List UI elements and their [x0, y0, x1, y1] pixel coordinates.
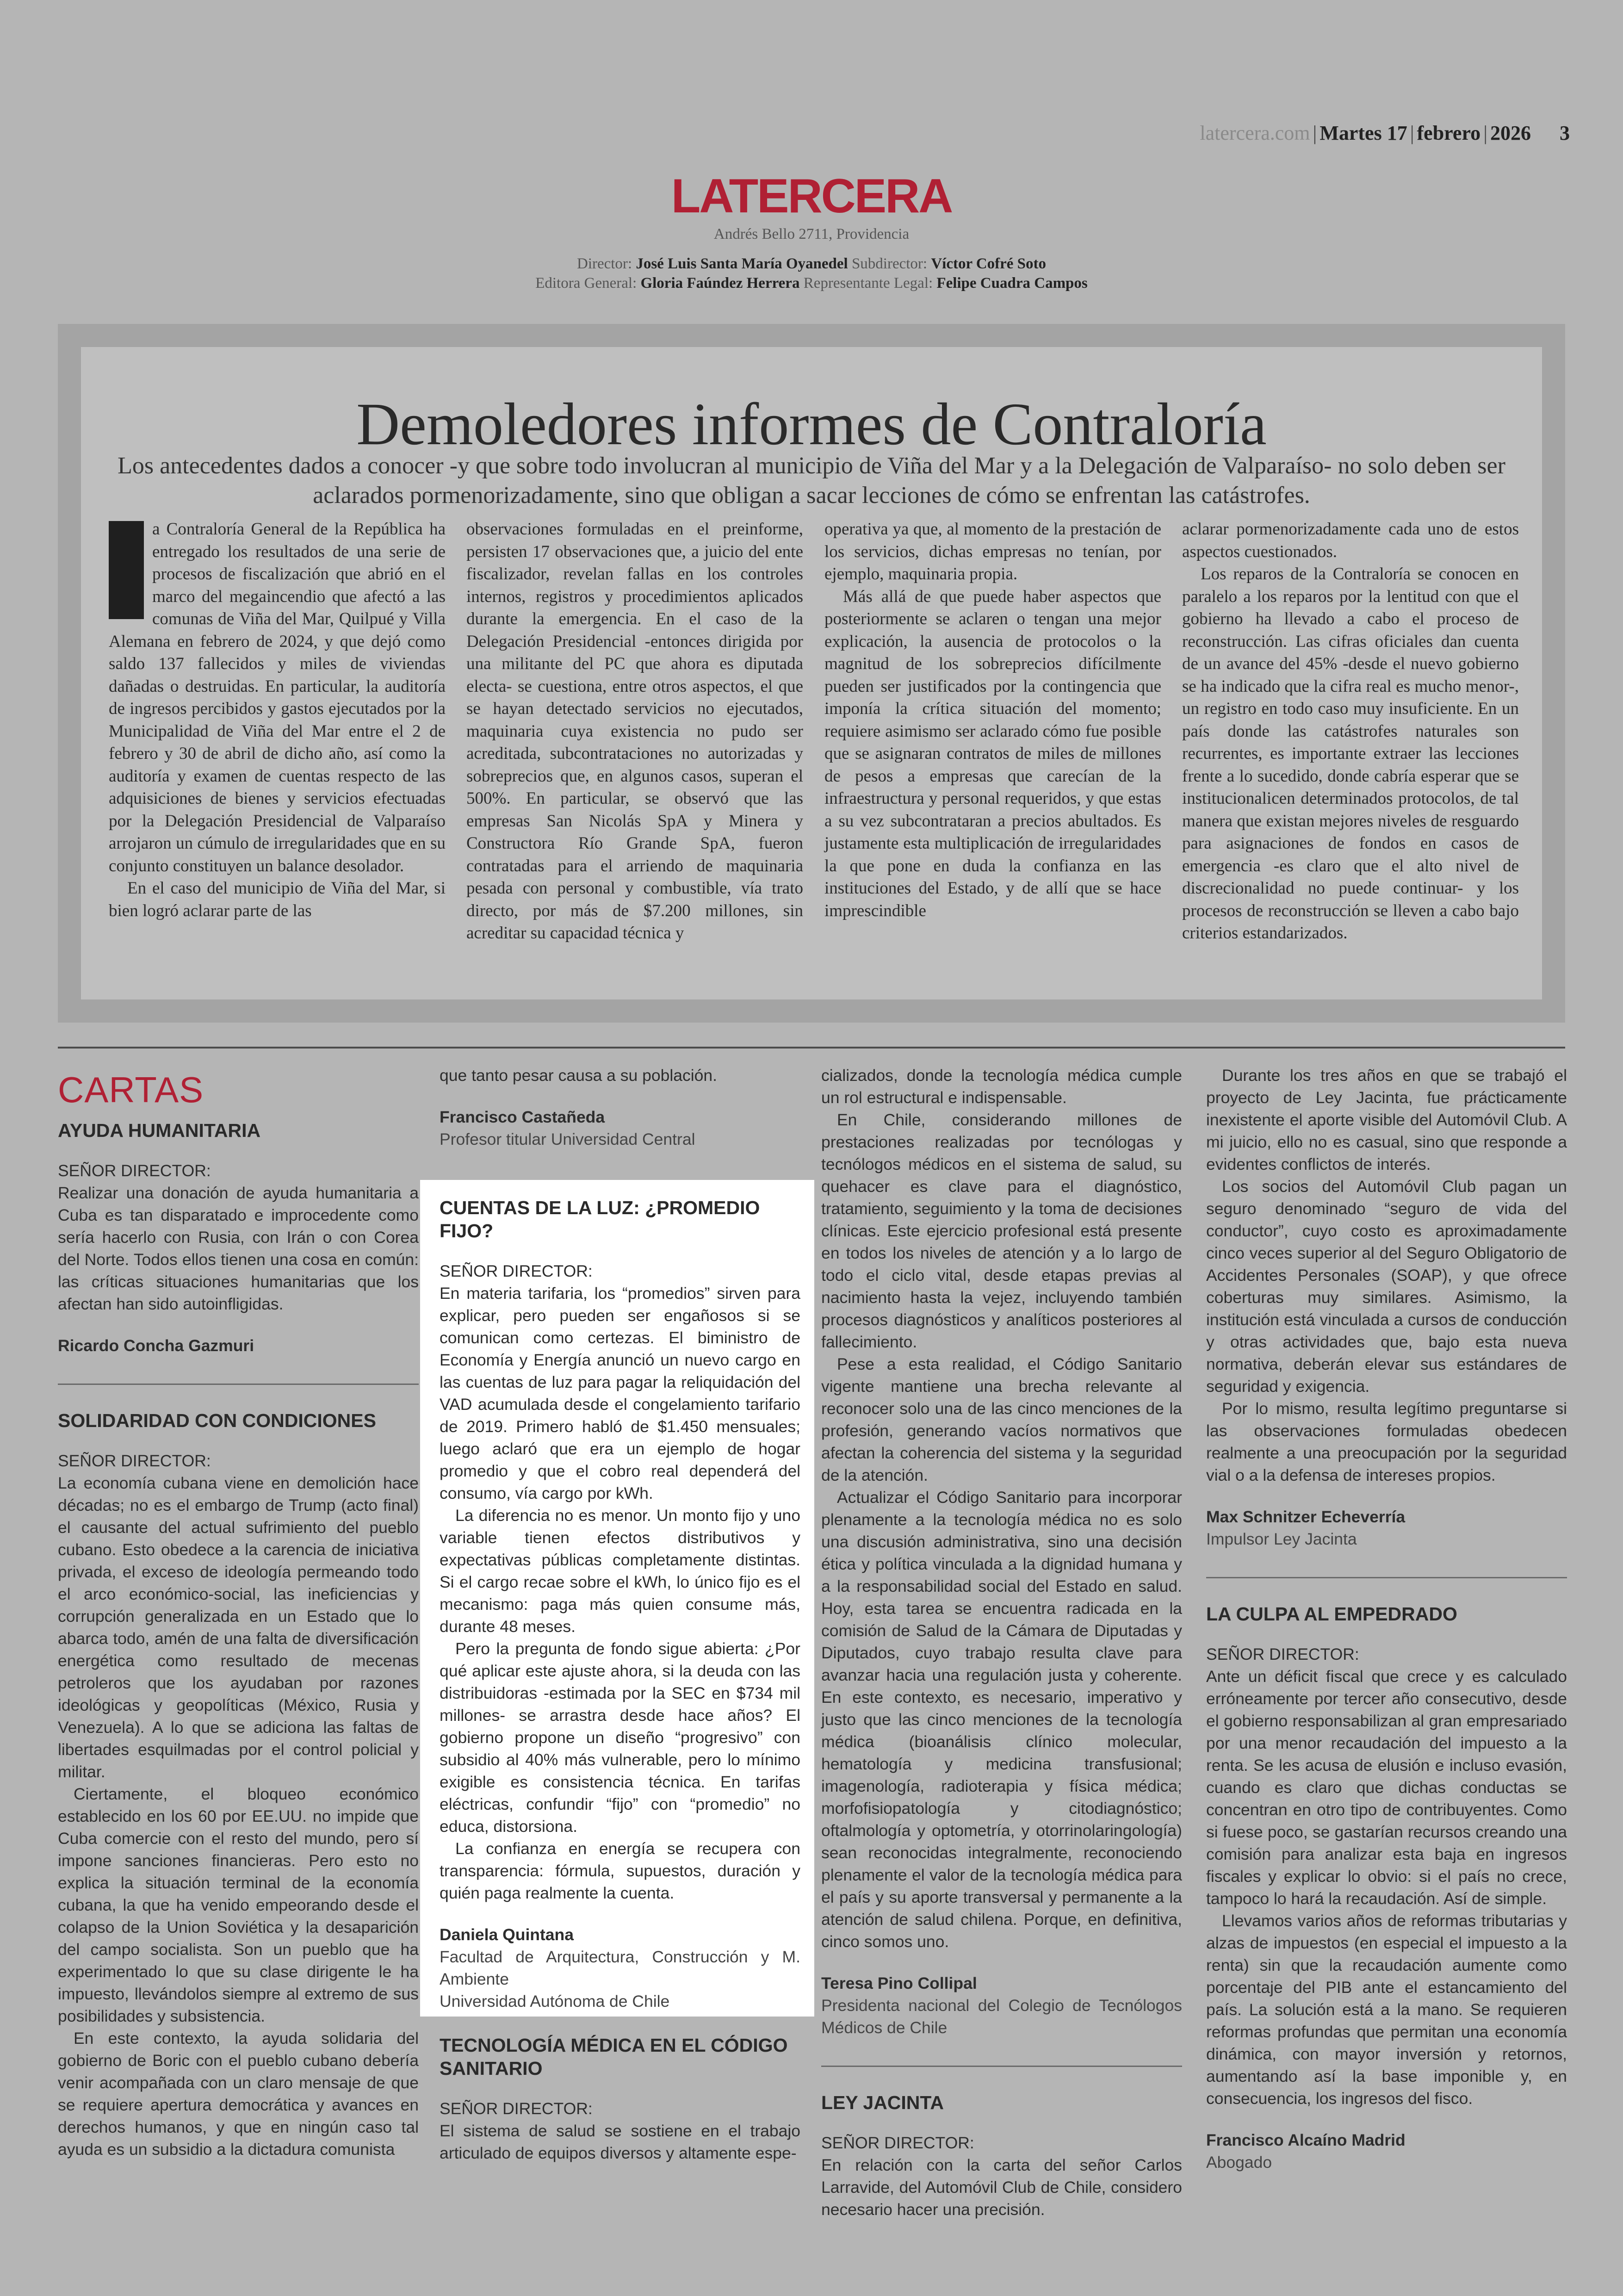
- letter-title: LEY JACINTA: [821, 2092, 944, 2113]
- letter-paragraph: Pero la pregunta de fondo sigue abierta: ¿Por qué aplicar este ajuste ahora, si la deuda con las distribuidoras -estimada por la SEC en $734 mil millones- se arrastra desde hace años? El gobierno propone un diseño “progresivo” con subsidio al 40% más vulnerable, pero lo mínimo exigible es consistencia técnica. En tarifas eléctricas, confundir “fijo” con “promedio” no educa, distorsiona.: [440, 1639, 800, 1836]
- letter-paragraph: La confianza en energía se recupera con transparencia: fórmula, supuestos, duración y quién paga realmente la cuenta.: [440, 1839, 800, 1902]
- letter-signature-role: Facultad de Arquitectura, Construcción y M. Ambiente: [440, 1948, 800, 1988]
- letter-paragraph: Realizar una donación de ayuda humanitaria a Cuba es tan disparatado e improcedente como sería hacerlo con Rusia, con Irán o con Corea del Norte. Todos ellos tienen una cosa en común: las críticas situaciones humanitarias que los afectan han sido autoinfligidas.: [58, 1184, 419, 1313]
- editorial-column-2: [466, 518, 803, 945]
- letter-paragraph: En este contexto, la ayuda solidaria del gobierno de Boric con el pueblo cubano debería venir acompañada con un claro mensaje de que se requiere apertura democrática y avances en derechos humanos, y que en ningún caso tal ayuda es un subsidio a la dictadura comunista: [58, 2029, 419, 2159]
- editorial-box: [81, 347, 1542, 999]
- section-title-cartas: CARTAS: [58, 1069, 204, 1110]
- letter-paragraph: En relación con la carta del señor Carlos Larravide, del Automóvil Club de Chile, considero necesario hacer una precisión.: [821, 2156, 1182, 2219]
- letter-paragraph: Llevamos varios años de reformas tributarias y alzas de impuestos (en especial el impuesto a la renta) sin que la recaudación aumente como porcentaje del PIB ante el estancamiento del país. La solución está a la mano. Se requieren reformas profundas que permitan una economía dinámica, con mayor inversión y retornos, aumentando así la base imponible y, en consecuencia, los ingresos del fisco.: [1206, 1911, 1567, 2108]
- editorial-paragraph: aclarar pormenorizadamente cada uno de estos aspectos cuestionados.: [1182, 520, 1519, 561]
- letter-paragraph: que tanto pesar causa a su población.: [440, 1066, 717, 1085]
- drop-cap-l: [109, 521, 144, 619]
- letter-title: AYUDA HUMANITARIA: [58, 1120, 261, 1141]
- letter-salutation: SEÑOR DIRECTOR:: [1206, 1645, 1359, 1663]
- letter-salutation: SEÑOR DIRECTOR:: [440, 2099, 593, 2118]
- newspaper-logo: LATERCERA: [671, 169, 952, 223]
- date-day: Martes 17: [1319, 122, 1407, 144]
- section-divider: [58, 1047, 1565, 1049]
- letter-paragraph: Ante un déficit fiscal que crece y es calculado erróneamente por tercer año consecutivo, desde el gobierno responsabilizan al gran empresariado por una menor recaudación del impuesto a la renta. Se les acusa de elusión e incluso evasión, cuando es claro que dichas conductas se concentran en otro tipo de contribuyentes. Como si fuese poco, se gastarían recursos creando una comisión para analizar esta baja en ingresos fiscales y explicar lo obvio: si el país no crece, tampoco lo hará la recaudación. Así de simple.: [1206, 1667, 1567, 1908]
- letter-paragraph: Los socios del Automóvil Club pagan un seguro denominado “seguro de vida del conductor”, cuyo costo es aproximadamente cinco veces superior al del Seguro Obligatorio de Accidentes Personales (SOAP), y que ofrece coberturas muy similares. Asimismo, la institución está vinculada a cursos de conducción y otras actividades que, bajo esta nueva normativa, deberán elevar sus estándares de seguridad y exigencia.: [1206, 1177, 1567, 1396]
- editorial-paragraph: operativa ya que, al momento de la prestación de los servicios, dichas empresas no tenían, por ejemplo, maquinaria propia.: [824, 520, 1161, 583]
- letter-signature: Teresa Pino Collipal: [821, 1974, 977, 1992]
- letter-title: LA CULPA AL EMPEDRADO: [1206, 1603, 1457, 1625]
- letter-salutation: SEÑOR DIRECTOR:: [440, 1262, 593, 1280]
- letter-paragraph: En materia tarifaria, los “promedios” sirven para explicar, pero pueden ser engañosos si se comunican como certezas. El biministro de Economía y Energía anunció un nuevo cargo en las cuentas de luz para pagar la reliquidación del VAD acumulada desde el congelamiento tarifario de 2019. Primero habló de $1.450 mensuales; luego aclaró que era un ejemplo de hogar promedio y que el cobro real dependerá del consumo, vía cargo por kWh.: [440, 1284, 800, 1502]
- letter-signature-role: Abogado: [1206, 2153, 1272, 2172]
- editorial-paragraph: a Contraloría General de la República ha entregado los resultados de una serie de procesos de fiscalización que abrió en el marco del megaincendio que afectó a las comunas de Viña del Mar, Quilpué y Villa Alemana en febrero de 2024, y que dejó como saldo 137 fallecidos y miles de viviendas dañadas o destruidas. En particular, la auditoría de ingresos percibidos y gastos ejecutados por la Municipalidad de Viña del Mar entre el 2 de febrero y 30 de abril de dicho año, así como la auditoría y examen de cuentas respecto de las adquisiciones de bienes y servicios efectuadas por la Delegación Presidencial de Valparaíso arrojaron un cúmulo de irregularidades que en su conjunto constituyen un balance desolador.: [109, 520, 446, 875]
- letter-separator: [821, 2066, 1182, 2067]
- editorial-column-4: [1182, 518, 1519, 945]
- masthead-address: Andrés Bello 2711, Providencia: [713, 226, 910, 242]
- letter-paragraph: Pese a esta realidad, el Código Sanitario vigente mantiene una brecha relevante al reconocer solo una de las cinco menciones de la profesión, generando vacíos normativos que afectan la coherencia del sistema y la seguridad de la atención.: [821, 1355, 1182, 1484]
- letter-signature: Daniela Quintana: [440, 1925, 574, 1944]
- dateline: latercera.com | Martes 17 | febrero | 2026 3: [1200, 122, 1570, 144]
- letter-signature: Francisco Castañeda: [440, 1108, 605, 1126]
- letter-title: CUENTAS DE LA LUZ: ¿PROMEDIO FIJO?: [440, 1197, 760, 1241]
- letter-salutation: SEÑOR DIRECTOR:: [58, 1161, 211, 1180]
- letter-paragraph: Durante los tres años en que se trabajó el proyecto de Ley Jacinta, fue prácticamente inexistente el aporte visible del Automóvil Club. A mi juicio, ello no es casual, sino que responde a evidentes conflictos de interés.: [1206, 1066, 1567, 1173]
- letter-paragraph: Ciertamente, el bloqueo económico establecido en los 60 por EE.UU. no impide que Cuba comercie con el resto del mundo, pero sí impone sanciones financieras. Pero esto no explica la situación terminal de la economía cubana, la que ha venido empeorando desde el colapso de la Union Soviética y la desaparición del campo socialista. Son un pueblo que ha experimentado lo que su clase dirigente le ha impuesto, llevándolos siempre al extremo de sus posibilidades y subsistencia.: [58, 1785, 419, 2025]
- letter-separator: [1206, 1577, 1567, 1578]
- letter-paragraph: Actualizar el Código Sanitario para incorporar plenamente a la tecnología médica no es solo una discusión administrativa, sino una decisión ética y política vinculada a la dignidad humana y a la responsabilidad social del Estado en salud. Hoy, esta tarea se encuentra radicada en la comisión de Salud de la Cámara de Diputadas y Diputados, cuyo trabajo resulta clave para avanzar hacia una regulación justa y coherente. En este contexto, es necesario, imperativo y justo que las cinco menciones de la tecnología médica (bioanálisis clínico molecular, hematología y medicina transfusional; imagenología, radioterapia y física médica; morfofisiopatología y citodiagnóstico; oftalmología y optometría, y otorrinolaringología) sean reconocidas integralmente, reconociendo plenamente el valor de la tecnología médica para el país y su aporte transversal y permanente a la atención de salud chilena. Porque, en definitiva, cinco somos uno.: [821, 1488, 1182, 1951]
- letter-salutation: SEÑOR DIRECTOR:: [58, 1452, 211, 1470]
- editorial-column-1: [109, 518, 446, 922]
- editorial-paragraph: Más allá de que puede haber aspectos que posteriormente se aclaren o tengan una mejor explicación, la ausencia de protocolos o la magnitud de los sobreprecios difícilmente pueden ser justificados por la contingencia que imponía la crítica situación del momento; requiere asimismo ser aclarado cómo fue posible que se asignaran contratos de miles de millones de pesos a empresas que carecían de la infraestructura y personal requeridos, y que estas a su vez subcontrataran a precios abultados. Es justamente esta multiplicación de irregularidades la que pone en duda la confianza en las instituciones del Estado, y de allí que se hace imprescindible: [824, 587, 1161, 920]
- highlighted-letter: [440, 1196, 800, 2012]
- letter-signature-institution: Universidad Autónoma de Chile: [440, 1992, 670, 2011]
- editorial-paragraph: observaciones formuladas en el preinforme, persisten 17 observaciones que, a juicio del ente fiscalizador, revelan fallas en los controles internos, registros y procedimientos aplicados durante la emergencia. En el caso de la Delegación Presidencial -entonces dirigida por una militante del PC que ahora es diputada electa- se cuestiona, entre otros aspectos, el que se hayan detectado servicios no ejecutados, maquinaria cuya existencia no pudo ser acreditada, subcontrataciones no autorizadas y sobreprecios que, en algunos casos, superan el 500%. En particular, se observó que las empresas San Nicolás SpA y Minera y Constructora Río Grande SpA, fueron contratadas para el arriendo de maquinaria pesada con personal y combustible, vía trato directo, por más de $7.200 millones, sin acreditar su capacidad técnica y: [466, 520, 803, 943]
- letter-paragraph: La diferencia no es menor. Un monto fijo y uno variable tienen efectos distributivos y expectativas públicas completamente distintas. Si el cargo recae sobre el kWh, lo único fijo es el mecanismo: paga más quien consume más, durante 48 meses.: [440, 1506, 800, 1636]
- date-year: 2026: [1490, 122, 1531, 144]
- letter-salutation: SEÑOR DIRECTOR:: [821, 2134, 974, 2152]
- masthead-staff-line-2: Editora General: Gloria Faúndez Herrera Representante Legal: Felipe Cuadra Campos: [535, 275, 1088, 292]
- letter-separator: [58, 1384, 419, 1385]
- letters-column-2-bottom: [440, 2034, 800, 2164]
- editorial-title: Demoledores informes de Contraloría: [356, 391, 1267, 458]
- letters-column-3: [821, 1064, 1182, 2221]
- page-number: 3: [1560, 122, 1570, 144]
- letter-signature-role: Presidenta nacional del Colegio de Tecnólogos Médicos de Chile: [821, 1996, 1182, 2037]
- letter-paragraph: En Chile, considerando millones de prestaciones realizadas por tecnólogas y tecnólogos médicos en el sistema de salud, su quehacer es clave para el diagnóstico, tratamiento, seguimiento y la toma de decisiones clínicas. Este ejercicio profesional está presente en todos los niveles de atención y a lo largo de todo el ciclo vital, desde etapas previas al nacimiento hasta la vejez, incluyendo también procesos diagnósticos y analíticos posteriores al fallecimiento.: [821, 1111, 1182, 1351]
- letter-paragraph: El sistema de salud se sostiene en el trabajo articulado de equipos diversos y altamente espe-: [440, 2122, 800, 2162]
- editorial-column-3: [824, 518, 1161, 922]
- site-link[interactable]: latercera.com: [1200, 122, 1310, 144]
- letters-column-4: [1206, 1064, 1567, 2173]
- editorial-deck: Los antecedentes dados a conocer -y que sobre todo involucran al municipio de Viña del Mar y a la Delegación de Valparaíso- no solo deben ser aclarados pormenorizadamente, sino que obligan a sacar lecciones de cómo se enfrentan las catástrofes.: [118, 453, 1505, 509]
- letter-paragraph: La economía cubana viene en demolición hace décadas; no es el embargo de Trump (acto final) el causante del actual sufrimiento del pueblo cubano. Esto obedece a la carencia de iniciativa privada, el exceso de ideología permeando todo el arco económico-social, las ineficiencias y corrupción generalizada en un Estado que lo abarca todo, amén de una falta de diversificación energética como resultado de mecenas petroleros que los ayudaban por razones ideológicas y geopolíticas (México, Rusia y Venezuela). A lo que se adiciona las faltas de libertades esquilmadas por el control policial y militar.: [58, 1474, 419, 1781]
- masthead-staff-line-1: Director: José Luis Santa María Oyanedel Subdirector: Víctor Cofré Soto: [576, 255, 1046, 272]
- letter-title: SOLIDARIDAD CON CONDICIONES: [58, 1410, 376, 1431]
- editorial-paragraph: En el caso del municipio de Viña del Mar, si bien logró aclarar parte de las: [109, 879, 446, 920]
- letter-signature: Ricardo Concha Gazmuri: [58, 1336, 254, 1355]
- editorial-frame: [58, 324, 1565, 1023]
- letter-paragraph: cializados, donde la tecnología médica cumple un rol estructural e indispensable.: [821, 1066, 1182, 1107]
- letter-signature-role: Impulsor Ley Jacinta: [1206, 1530, 1357, 1548]
- letter-signature: Max Schnitzer Echeverría: [1206, 1508, 1406, 1526]
- letter-title: TECNOLOGÍA MÉDICA EN EL CÓDIGO SANITARIO: [440, 2035, 788, 2079]
- letters-column-1: [58, 1119, 419, 2160]
- date-month: febrero: [1417, 122, 1481, 144]
- letter-paragraph: Por lo mismo, resulta legítimo preguntarse si las observaciones formuladas obedecen realmente a una preocupación por la seguridad vial o a la defensa de intereses propios.: [1206, 1399, 1567, 1484]
- letters-column-2: [440, 1064, 800, 1150]
- letter-signature: Francisco Alcaíno Madrid: [1206, 2131, 1406, 2149]
- editorial-paragraph: Los reparos de la Contraloría se conocen en paralelo a los reparos por la lentitud con que el gobierno ha llevado a cabo el proceso de reconstrucción. Las cifras oficiales dan cuenta de un avance del 45% -desde el nuevo gobierno se ha indicado que la cifra real es mucho menor-, un registro en todo caso muy insuficiente. En un país donde las catástrofes naturales son recurrentes, es importante extraer las lecciones frente a lo sucedido, donde cabría esperar que se institucionalicen determinados protocolos, de tal manera que existan mejores niveles de resguardo para asignaciones de fondos en casos de emergencia -es claro que el alto nivel de discrecionalidad no puede continuar- y los procesos de reconstrucción se lleven a cabo bajo criterios estandarizados.: [1182, 565, 1519, 943]
- letter-signature-role: Profesor titular Universidad Central: [440, 1130, 695, 1148]
